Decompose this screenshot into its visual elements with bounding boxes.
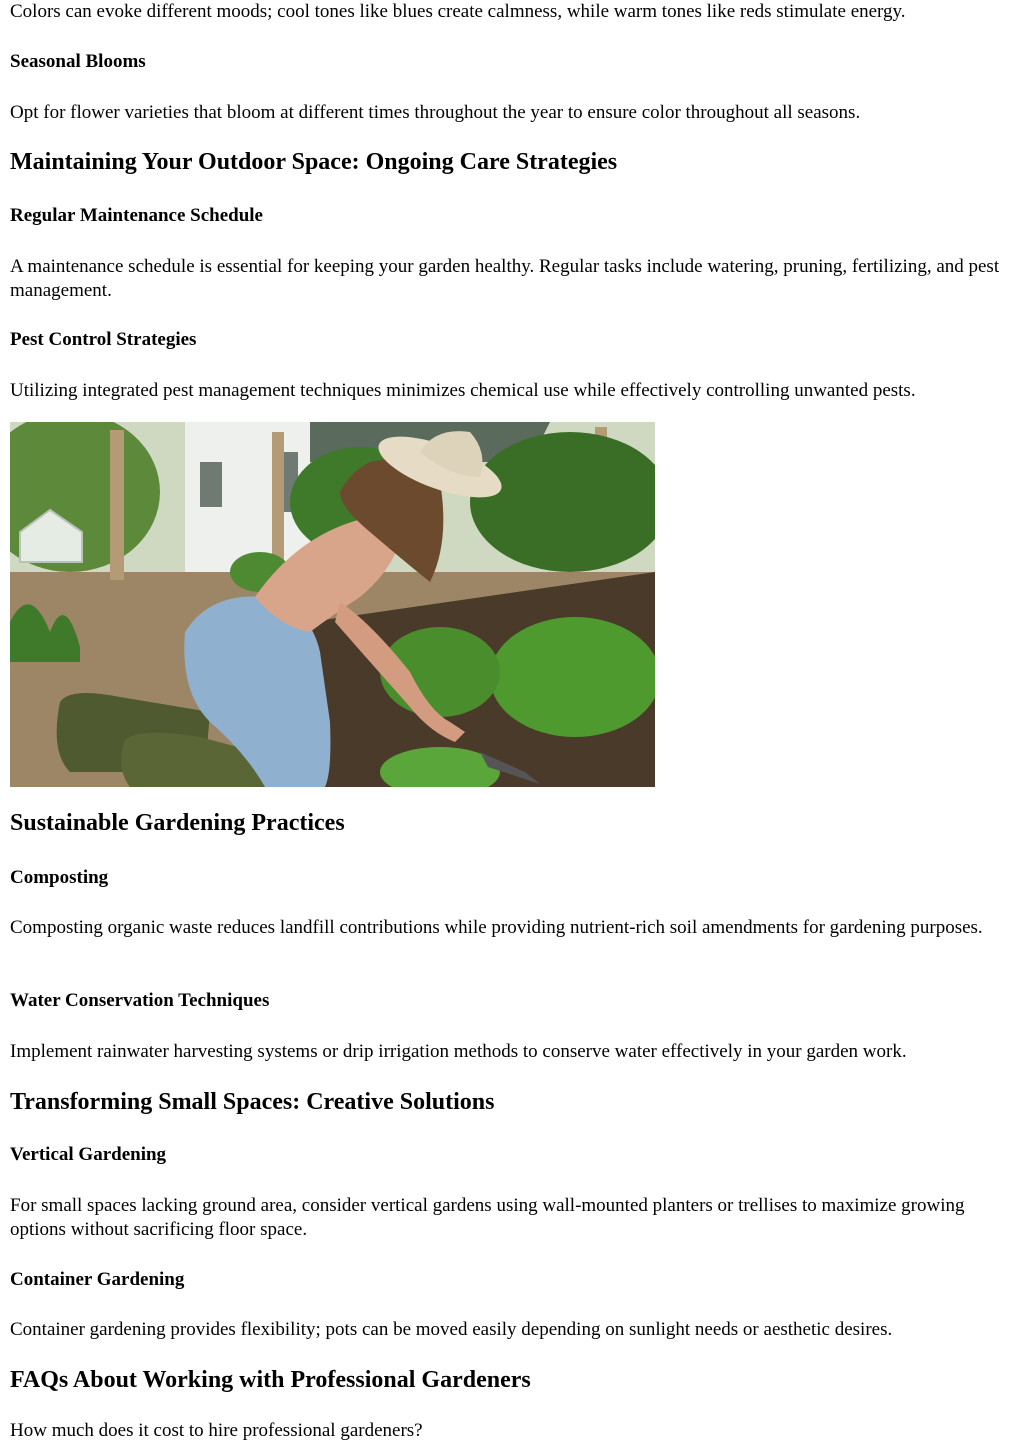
water-conservation-heading: Water Conservation Techniques <box>10 990 270 1011</box>
pest-control-heading: Pest Control Strategies <box>10 329 197 350</box>
maintaining-heading: Maintaining Your Outdoor Space: Ongoing Care Strategies <box>10 149 618 175</box>
house-window <box>200 462 222 507</box>
composting-heading: Composting <box>10 867 109 888</box>
small-spaces-heading: Transforming Small Spaces: Creative Solutions <box>10 1089 495 1115</box>
seasonal-blooms-paragraph: Opt for flower varieties that bloom at different times throughout the year to ensure color throughout all seasons. <box>10 102 861 123</box>
faqs-heading: FAQs About Working with Professional Gardeners <box>10 1367 531 1393</box>
fence-post-mid <box>272 432 284 562</box>
faq-question-1: How much does it cost to hire professional gardeners? <box>10 1420 423 1441</box>
vertical-gardening-heading: Vertical Gardening <box>10 1144 167 1165</box>
pest-control-paragraph: Utilizing integrated pest management techniques minimizes chemical use while effectively controlling unwanted pests. <box>10 380 916 401</box>
seasonal-blooms-heading: Seasonal Blooms <box>10 51 146 72</box>
sustainable-heading: Sustainable Gardening Practices <box>10 810 345 836</box>
water-conservation-paragraph: Implement rainwater harvesting systems or drip irrigation methods to conserve water effectively in your garden work. <box>10 1041 907 1062</box>
maintenance-schedule-heading: Regular Maintenance Schedule <box>10 205 263 226</box>
plant-large <box>490 617 655 737</box>
maintenance-schedule-paragraph: A maintenance schedule is essential for keeping your garden healthy. Regular tasks include watering, pruning, fertilizing, and pest management. <box>10 256 1000 301</box>
vertical-gardening-paragraph: For small spaces lacking ground area, consider vertical gardens using wall-mounted planters or trellises to maximize growing options without sacrificing floor space. <box>10 1195 965 1240</box>
gardening-photo <box>10 422 655 787</box>
garden-photo-icon <box>10 422 655 787</box>
fence-post-left <box>110 430 124 580</box>
container-gardening-paragraph: Container gardening provides flexibility; pots can be moved easily depending on sunlight needs or aesthetic desires. <box>10 1319 893 1340</box>
container-gardening-heading: Container Gardening <box>10 1269 185 1290</box>
intro-paragraph: Colors can evoke different moods; cool tones like blues create calmness, while warm tones like reds stimulate energy. <box>10 1 906 22</box>
composting-paragraph: Composting organic waste reduces landfill contributions while providing nutrient-rich soil amendments for gardening purposes. <box>10 917 983 938</box>
